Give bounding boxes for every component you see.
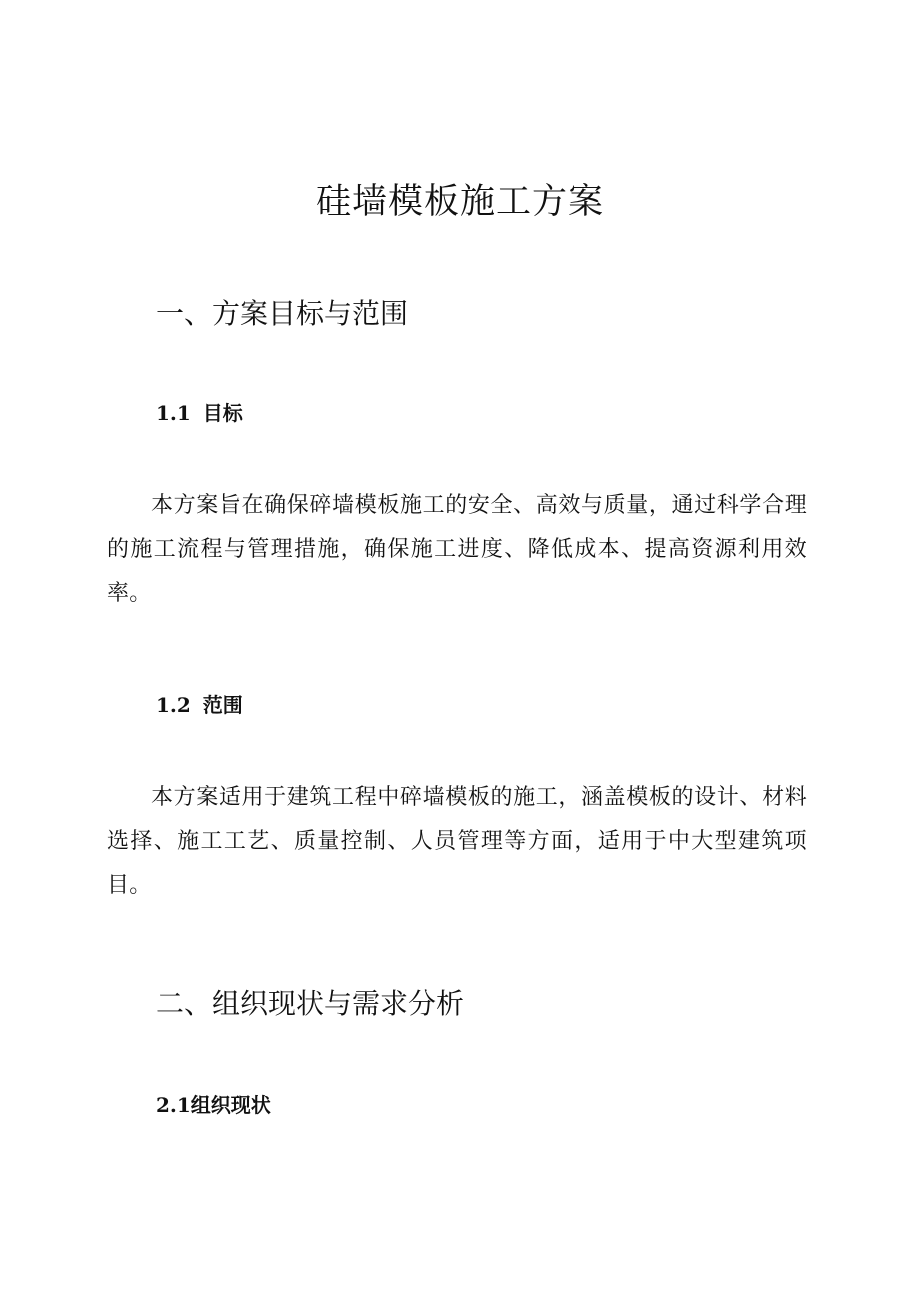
- subsection-heading-1-2: [156, 690, 243, 720]
- section-heading-2: 二、组织现状与需求分析: [156, 987, 465, 1020]
- subsection-heading-1-1: [156, 398, 243, 428]
- subsection-title: 范围: [202, 693, 243, 717]
- document-title: 硅墙模板施工方案: [315, 182, 604, 222]
- paragraph-scope: 本方案适用于建筑工程中碎墙模板的施工，涵盖模板的设计、材料选择、施工工艺、质量控制、人员管理等方面，适用于中大型建筑项目。: [107, 785, 807, 898]
- section-heading-1: 一、方案目标与范围: [156, 297, 409, 330]
- subsection-heading-2-1: [156, 1090, 271, 1120]
- paragraph-goal: 本方案旨在确保碎墙模板施工的安全、高效与质量，通过科学合理的施工流程与管理措施，确保施工进度、降低成本、提高资源利用效率。: [107, 493, 807, 606]
- subsection-title: 目标: [202, 401, 243, 425]
- subsection-number: 1.2: [156, 693, 191, 717]
- subsection-number: 1.1: [156, 401, 191, 425]
- subsection-number: 2.1: [156, 1093, 191, 1117]
- subsection-title: 组织现状: [190, 1093, 271, 1117]
